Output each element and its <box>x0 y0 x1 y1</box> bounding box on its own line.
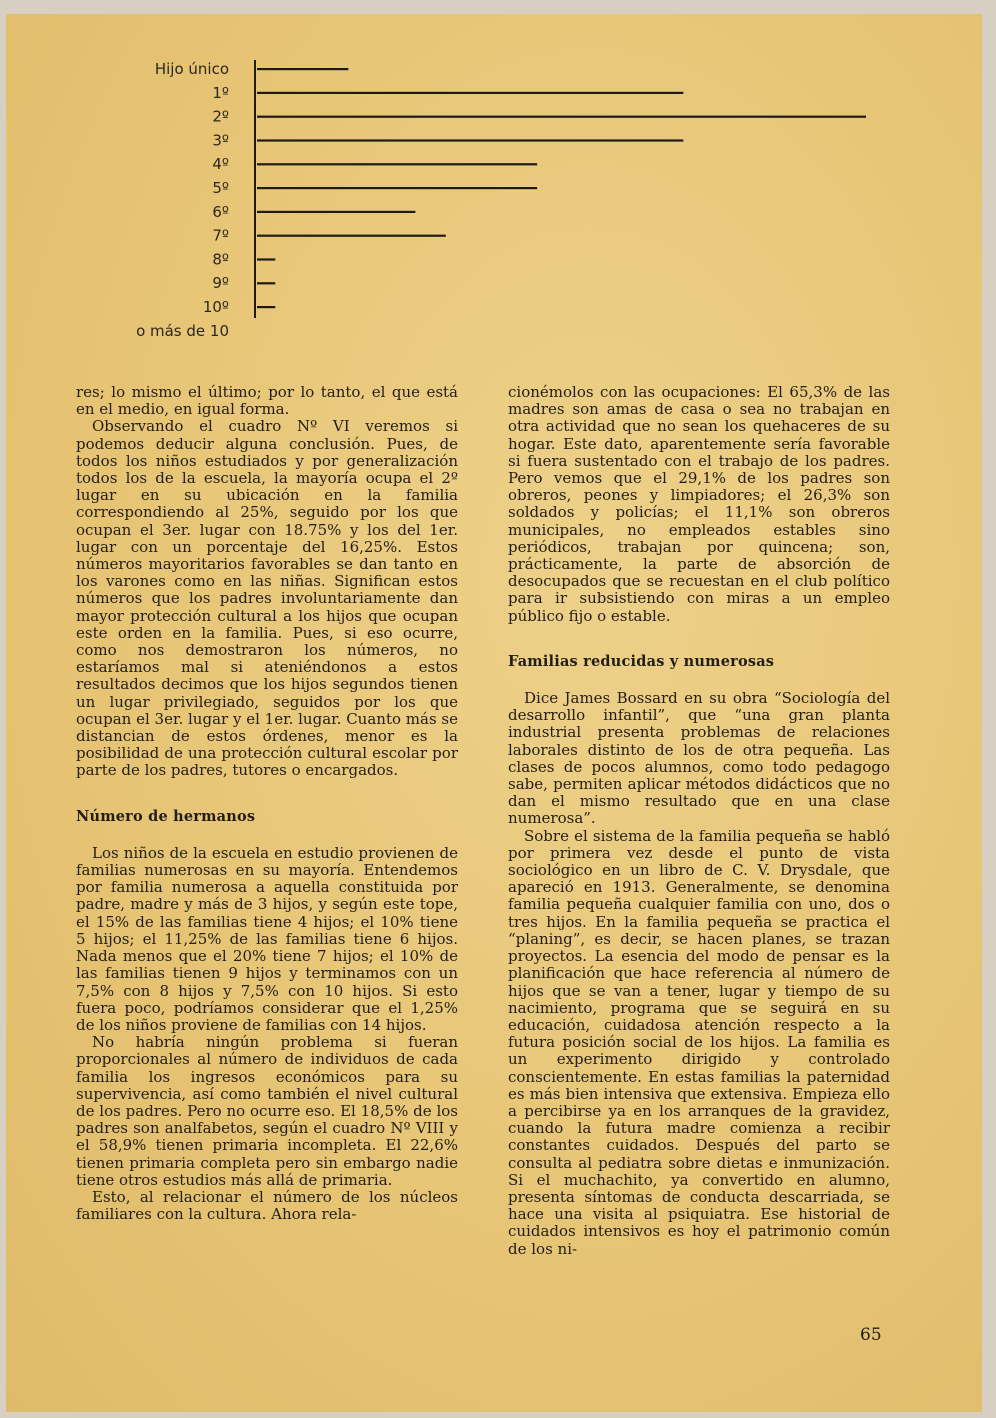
bar <box>257 258 275 260</box>
bar <box>257 139 683 141</box>
bar <box>257 92 683 94</box>
paragraph: Esto, al relacionar el número de los núcleos familiares con la cultura. Ahora rela- <box>76 1187 458 1224</box>
right-column <box>508 384 890 1258</box>
page-number: 65 <box>860 1325 882 1345</box>
bar <box>257 116 866 118</box>
paragraph: Los niños de la escuela en estudio provienen de familias numerosas en su mayoría. Entendemos por familia numerosa a aquella constituida por padre, madre y más de 3 hijos, y según este tope, el 15% de las familias tiene 4 hijos; el 10% tiene 5 hijos; el 11,25% de las familias tiene 6 hijos. Nada menos que el 20% tiene 7 hijos; el 10% de las familias tienen 9 hijos y terminamos con un 7,5% con 8 hijos y 7,5% con 10 hijos. Si esto fuera poco, podríamos considerar que el 1,25% de los niños proviene de familias con 14 hijos. <box>76 843 458 1034</box>
paragraph: No habría ningún problema si fueran proporcionales al número de individuos de cada familia los ingresos económicos para su supervivencia, así como también el nivel cultural de los padres. Pero no ocurre eso. El 18,5% de los padres son analfabetos, según el cuadro Nº VIII y el 58,9% tienen primaria incompleta. El 22,6% tienen primaria completa pero sin embargo nadie tiene otros estudios más allá de primaria. <box>76 1033 458 1189</box>
left-column <box>76 384 458 1223</box>
bar <box>257 282 275 284</box>
category-label: 2º <box>212 107 229 126</box>
paragraph: cionémolos con las ocupaciones: El 65,3% de las madres son amas de casa o sea no trabajan en otra actividad que no sean los quehaceres de su hogar. Este dato, aparentemente sería favorable si fuera sustentado con el trabajo de los padres. Pero vemos que el 29,1% de los padres son obreros, peones y limpiadores; el 26,3% son soldados y policías; el 11,1% son obreros municipales, no empleados estables sino periódicos, trabajan por quincena; son, prácticamente, la parte de absorción de desocupados que se recuestan en el club político para ir subsistiendo con miras a un empleo público fijo o estable. <box>508 383 890 625</box>
paragraph: res; lo mismo el último; por lo tanto, el que está en el medio, en igual forma. <box>76 383 458 419</box>
bar <box>257 211 415 213</box>
category-label: 4º <box>212 155 229 174</box>
category-label: 10º <box>202 298 229 316</box>
bar <box>257 187 537 189</box>
paragraph: Observando el cuadro Nº VI veremos si podemos deducir alguna conclusión. Pues, de todos los niños estudiados y por generalización todos los de la escuela, la mayoría ocupa el 2º lugar en su ubicación en la familia correspondiendo al 25%, seguido por los que ocupan el 3er. lugar con 18.75% y los del 1er. lugar con un porcentaje del 16,25%. Estos números mayoritarios favorables se dan tanto en los varones como en las niñas. Significan estos números que los padres involuntariamente dan mayor protección cultural a los hijos que ocupan este orden en la familia. Pues, si eso ocurre, como nos demostraron los números, no estaríamos mal si ateniéndonos a estos resultados decimos que los hijos segundos tienen un lugar privilegiado, seguidos por los que ocupan el 3er. lugar y el 1er. lugar. Cuanto más se distancian de estos órdenes, menor es la posibilidad de una protección cultural escolar por parte de los padres, tutores o encargados. <box>76 417 458 780</box>
category-label: 6º <box>212 202 229 221</box>
category-label: 7º <box>212 226 229 245</box>
bar <box>257 163 537 165</box>
category-label: 5º <box>212 179 229 197</box>
category-label: o más de 10 <box>136 321 229 340</box>
section-heading: Familias reducidas y numerosas <box>508 652 775 670</box>
paragraph: Sobre el sistema de la familia pequeña se habló por primera vez desde el punto de vista sociológico en un libro de C. V. Drysdale, que apareció en 1913. Generalmente, se denomina familia pequeña cualquier familia con uno, dos o tres hijos. En la familia pequeña se practica el “planing”, es decir, se hacen planes, se trazan proyectos. La esencia del modo de pensar es la planificación que hace referencia al número de hijos que se van a tener, lugar y tiempo de su nacimiento, programa que se seguirá en su educación, cuidadosa atención respecto a la futura posición social de los hijos. La familia es un experimento dirigido y controlado conscientemente. En estas familias la paternidad es más bien intensiva que extensiva. Empieza ello a percibirse ya en los arranques de la gravidez, cuando la futura madre comienza a recibir constantes cuidados. Después del parto se consulta al pediatra sobre dietas e inmunización. Si el muchachito, ya convertido en alumno, presenta síntomas de conducta descarriada, se hace una visita al psiquiatra. Ese historial de cuidados intensivos es hoy el patrimonio común de los ni- <box>508 826 890 1258</box>
section-heading: Número de hermanos <box>76 807 256 825</box>
paragraph: Dice James Bossard en su obra “Sociología del desarrollo infantil”, que “una gran planta industrial presenta problemas de relaciones laborales distinto de los de otra pequeña. Las clases de pocos alumnos, como todo pedagogo sabe, permiten aplicar métodos didácticos que no dan el mismo resultado que en una clase numerosa”. <box>508 689 890 828</box>
category-label: Hijo único <box>154 60 229 78</box>
bar-chart <box>0 0 996 340</box>
category-label: 8º <box>212 250 229 269</box>
bar <box>257 235 446 237</box>
bar <box>257 68 348 70</box>
bar <box>257 306 275 308</box>
category-label: 3º <box>212 131 229 150</box>
category-label: 1º <box>212 83 229 102</box>
category-label: 9º <box>212 274 229 293</box>
